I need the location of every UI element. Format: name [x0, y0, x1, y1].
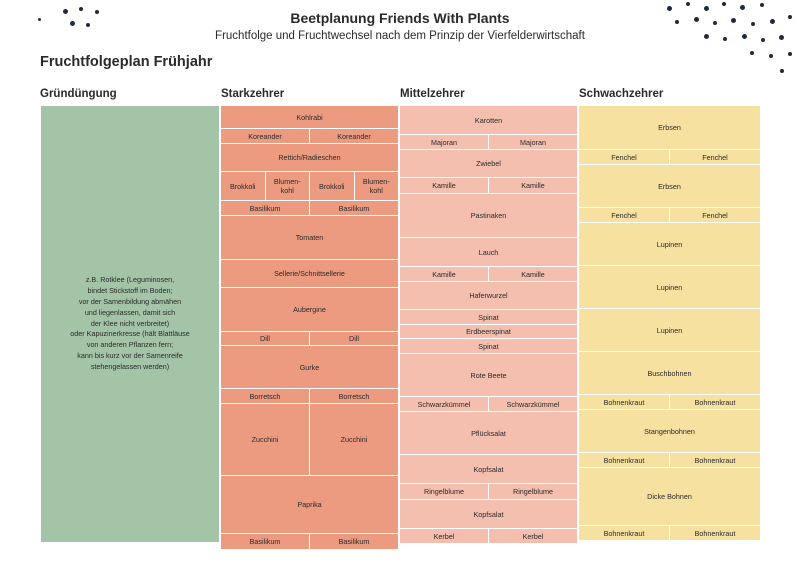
plant-cell: Basilikum: [310, 201, 398, 215]
plant-cell: Buschbohnen: [579, 352, 760, 394]
plant-cell: Stangenbohnen: [579, 410, 760, 452]
column-heading-starkzehrer: Starkzehrer: [221, 88, 285, 100]
plant-cell: Brokkoli: [221, 172, 265, 200]
plant-row: [221, 129, 398, 143]
plant-row: [221, 389, 398, 403]
plant-row: [400, 267, 577, 281]
plant-cell: Kamille: [489, 178, 577, 193]
plant-row: [400, 150, 577, 177]
plant-row: [400, 412, 577, 454]
plant-row: [221, 144, 398, 171]
plant-row: [579, 165, 760, 207]
plant-cell: Borretsch: [310, 389, 398, 403]
plant-cell: Rote Beete: [400, 354, 577, 396]
plant-cell: Zwiebel: [400, 150, 577, 177]
plant-row: [400, 178, 577, 193]
plant-cell: Zucchini: [310, 404, 398, 475]
plant-cell: Blumen-kohl: [266, 172, 310, 200]
plant-row: [579, 526, 760, 540]
column-schwachzehrer: [579, 106, 760, 542]
gruenduengung-line: und liegenlassen, damit sich: [84, 307, 176, 317]
plant-cell: Majoran: [400, 135, 488, 149]
plant-cell: Majoran: [489, 135, 577, 149]
plant-row: [579, 223, 760, 265]
plant-cell: Bohnenkraut: [670, 526, 760, 540]
column-gruenduengung: [41, 106, 219, 542]
plant-row: [221, 534, 398, 549]
plant-cell: Borretsch: [221, 389, 309, 403]
plant-row: [579, 410, 760, 452]
plant-row: [400, 135, 577, 149]
plant-cell: Kamille: [400, 267, 488, 281]
plant-cell: Tomaten: [221, 216, 398, 259]
gruenduengung-line: von anderen Pflanzen fern;: [86, 340, 174, 350]
plant-row: [579, 453, 760, 467]
gruenduengung-line: bindet Stickstoff im Boden;: [87, 286, 173, 296]
plant-row: [400, 354, 577, 396]
plant-cell: Zucchini: [221, 404, 309, 475]
plant-cell: Bohnenkraut: [670, 453, 760, 467]
plant-cell: Erbsen: [579, 165, 760, 207]
plant-cell: Gurke: [221, 346, 398, 388]
plant-cell: Basilikum: [310, 534, 398, 549]
plant-cell: Rettich/Radieschen: [221, 144, 398, 171]
plan-title: Fruchtfolgeplan Frühjahr: [40, 54, 213, 70]
plant-cell: Sellerie/Schnittsellerie: [221, 260, 398, 287]
plant-cell: Basilikum: [221, 534, 309, 549]
plant-cell: Blumen-kohl: [355, 172, 399, 200]
plant-row: [221, 332, 398, 345]
plant-row: [400, 484, 577, 499]
plant-cell: Dill: [221, 332, 309, 345]
plant-cell: Aubergine: [221, 288, 398, 331]
plant-row: [221, 404, 398, 475]
plant-row: [400, 325, 577, 338]
plant-cell: Spinat: [400, 310, 577, 324]
plant-row: [221, 201, 398, 215]
plant-row: [221, 172, 398, 200]
plant-cell: Spinat: [400, 339, 577, 353]
plant-row: [579, 395, 760, 409]
column-heading-gruenduengung: Gründüngung: [40, 88, 117, 100]
gruenduengung-line: kann bis kurz vor der Samenreife: [77, 350, 183, 360]
page-title: Beetplanung Friends With Plants: [290, 10, 510, 26]
plant-row: [400, 238, 577, 266]
plant-cell: Kamille: [489, 267, 577, 281]
plant-cell: Kopfsalat: [400, 500, 577, 528]
plant-cell: Schwarzkümmel: [489, 397, 577, 411]
page-subtitle: Fruchtfolge und Fruchtwechsel nach dem Prinzip der Vierfelderwirtschaft: [215, 30, 585, 42]
plant-cell: Bohnenkraut: [670, 395, 760, 409]
plant-cell: Fenchel: [579, 208, 669, 222]
plant-cell: Bohnenkraut: [579, 395, 669, 409]
gruenduengung-line: vor der Samenbildung abmähen: [78, 297, 182, 306]
gruenduengung-cell: [41, 106, 219, 542]
plant-cell: Bohnenkraut: [579, 453, 669, 467]
gruenduengung-line: stehengelassen werden): [90, 361, 170, 371]
plant-cell: Ringelblume: [489, 484, 577, 499]
plant-cell: Kerbel: [400, 529, 488, 543]
plant-row: [579, 208, 760, 222]
plant-cell: Lupinen: [579, 266, 760, 308]
plant-cell: Pastinaken: [400, 194, 577, 237]
plant-cell: Koreander: [221, 129, 309, 143]
plant-cell: Kamille: [400, 178, 488, 193]
plant-cell: Erbsen: [579, 106, 760, 149]
plant-row: [221, 216, 398, 259]
plant-cell: Lauch: [400, 238, 577, 266]
plant-cell: Koreander: [310, 129, 398, 143]
plant-row: [400, 529, 577, 543]
gruenduengung-line: oder Kapuzinerkresse (hält Blattläuse: [70, 329, 190, 339]
plant-row: [221, 288, 398, 331]
plant-cell: Kerbel: [489, 529, 577, 543]
plant-row: [579, 106, 760, 149]
gruenduengung-text: [70, 275, 189, 372]
plant-row: [400, 397, 577, 411]
plant-row: [400, 194, 577, 237]
gruenduengung-line: z.B. Rotklee (Leguminosen,: [85, 275, 175, 285]
gruenduengung-line: der Klee nicht verbreitet): [90, 318, 170, 328]
plant-row: [400, 282, 577, 309]
plant-cell: Lupinen: [579, 223, 760, 265]
plant-cell: Ringelblume: [400, 484, 488, 499]
plant-cell: Basilikum: [221, 201, 309, 215]
plant-cell: Pflücksalat: [400, 412, 577, 454]
plant-row: [579, 309, 760, 351]
plant-cell: Kohlrabi: [221, 106, 398, 128]
plant-row: [221, 346, 398, 388]
plant-cell: Kopfsalat: [400, 455, 577, 483]
plant-row: [579, 468, 760, 525]
plant-cell: Karotten: [400, 106, 577, 134]
column-starkzehrer: [221, 106, 398, 546]
plant-cell: Erdbeerspinat: [400, 325, 577, 338]
plant-row: [400, 339, 577, 353]
plant-row: [579, 150, 760, 164]
plant-cell: Haferwurzel: [400, 282, 577, 309]
plant-cell: Paprika: [221, 476, 398, 533]
plant-cell: Bohnenkraut: [579, 526, 669, 540]
plant-cell: Brokkoli: [310, 172, 354, 200]
plant-cell: Dicke Bohnen: [579, 468, 760, 525]
plant-row: [221, 260, 398, 287]
plant-row: [579, 266, 760, 308]
column-heading-schwachzehrer: Schwachzehrer: [579, 88, 664, 100]
plant-cell: Lupinen: [579, 309, 760, 351]
plant-row: [400, 106, 577, 134]
plant-row: [400, 500, 577, 528]
plant-cell: Fenchel: [670, 208, 760, 222]
plant-row: [221, 106, 398, 128]
plant-cell: Schwarzkümmel: [400, 397, 488, 411]
plant-cell: Fenchel: [579, 150, 669, 164]
plant-cell: Fenchel: [670, 150, 760, 164]
column-mittelzehrer: [400, 106, 577, 542]
plant-row: [400, 310, 577, 324]
plant-row: [579, 352, 760, 394]
plant-row: [400, 455, 577, 483]
plant-row: [221, 476, 398, 533]
plant-cell: Dill: [310, 332, 398, 345]
column-heading-mittelzehrer: Mittelzehrer: [400, 88, 465, 100]
